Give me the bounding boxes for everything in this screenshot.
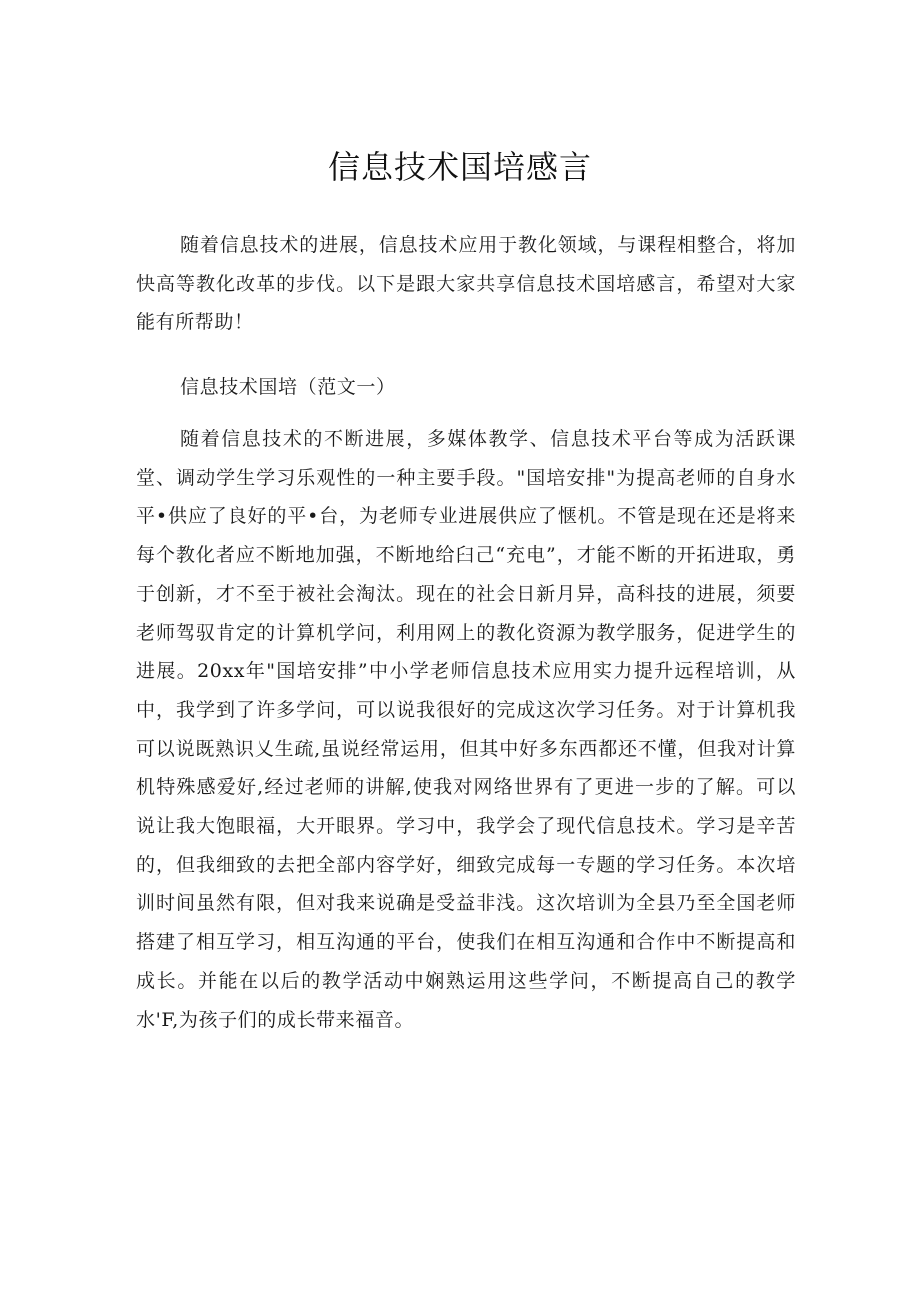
- section-heading: 信息技术国培（范文一）: [180, 376, 396, 398]
- intro-paragraph: 随着信息技术的进展，信息技术应用于教化领域，与课程相整合，将加快高等教化改革的步伐。以下是跟大家共享信息技术国培感言，希望对大家能有所帮助！: [136, 234, 796, 334]
- document-title: 信息技术国培感言: [327, 148, 592, 186]
- body-paragraph: 随着信息技术的不断进展，多媒体教学、信息技术平台等成为活跃课堂、调动学生学习乐观性的一种主要手段。"国培安排"为提高老师的自身水平•供应了良好的平•台，为老师专业进展供应了惬机。不管是现在还是将来每个教化者应不断地加强，不断地给臼己“充电”，才能不断的开拓进取，勇于创新，才不至于被社会淘汰。现在的社会日新月异，高科技的进展，须要老师驾驭肯定的计算机学问，利用网上的教化资源为教学服务，促进学生的进展。20xx年"国培安排”中小学老师信息技术应用实力提升远程培训，从中，我学到了许多学问，可以说我很好的完成这次学习任务。对于计算机我可以说既熟识乂生疏,虽说经常运用，但其中好多东西都还不懂，但我对计算机特殊感爱好,经过老师的讲解,使我对网络世界有了更进一步的了解。可以说让我大饱眼福，大开眼界。学习中，我学会了现代信息技术。学习是辛苦的，但我细致的去把全部内容学好，细致完成每一专题的学习任务。本次培训时间虽然有限，但对我来说确是受益非浅。这次培训为全县乃至全国老师搭建了相互学习，相互沟通的平台，使我们在相互沟通和合作中不断提高和成长。并能在以后的教学活动中娴熟运用这些学问，不断提高自己的教学水'F,为孩子们的成长带来福音。: [136, 428, 796, 1031]
